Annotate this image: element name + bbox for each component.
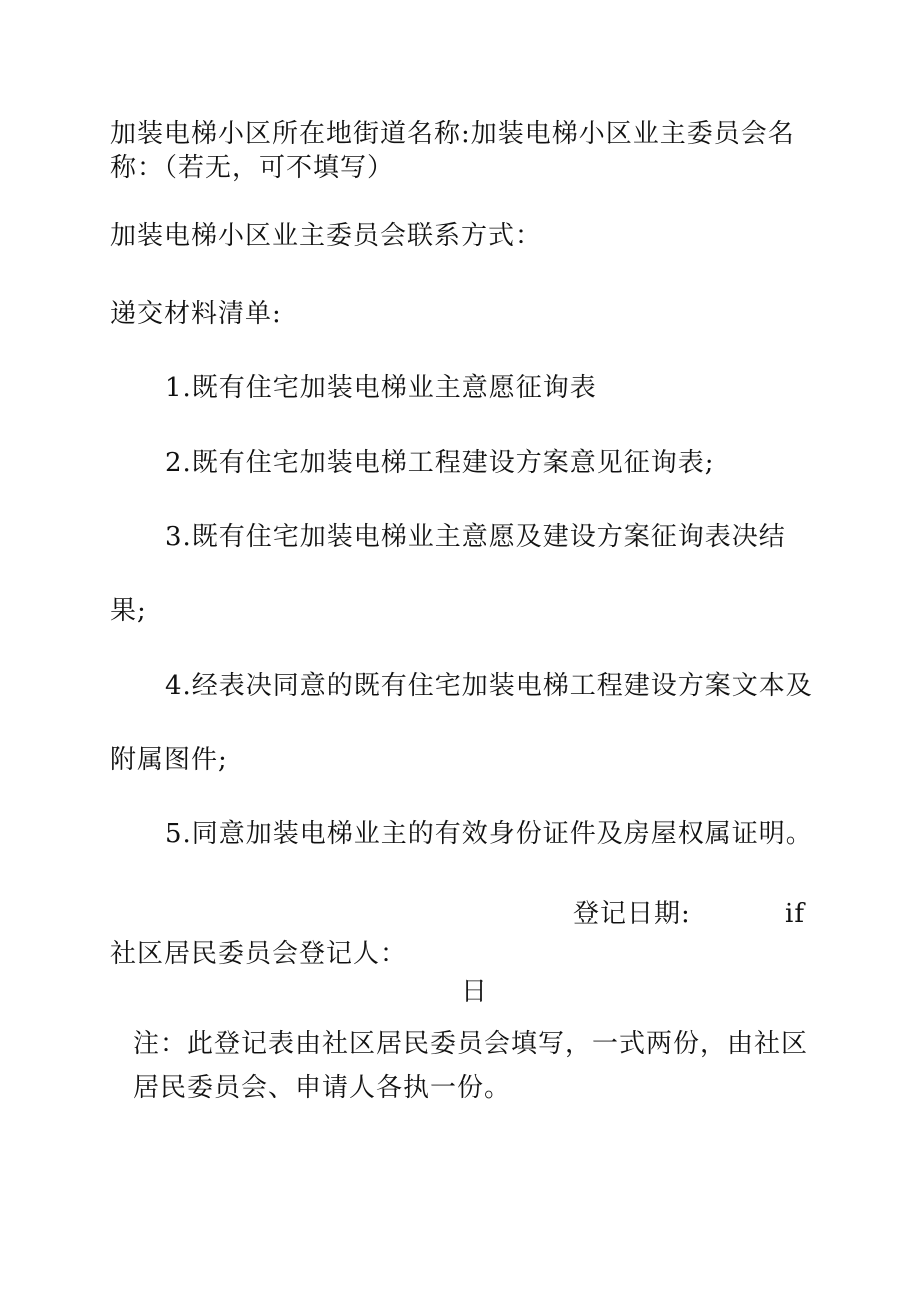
street-name-line-2: 称：（若无，可不填写） [110, 153, 395, 183]
registration-date-label: 登记日期: [573, 899, 691, 929]
registrar-label: 社区居民委员会登记人： [110, 939, 408, 969]
committee-contact-line: 加装电梯小区业主委员会联系方式： [110, 221, 543, 251]
material-item-4-line-1: 4.经表决同意的既有住宅加装电梯工程建设方案文本及 [165, 671, 813, 701]
registration-day-char: 日 [461, 977, 489, 1007]
registration-date-mark: if [785, 899, 805, 929]
materials-heading: 递交材料清单: [110, 299, 282, 329]
note-line-2: 居民委员会、申请人各执一份。 [133, 1073, 512, 1103]
street-name-line-1: 加装电梯小区所在地街道名称:加装电梯小区业主委员会名 [110, 119, 795, 149]
material-item-3-line-1: 3.既有住宅加装电梯业主意愿及建设方案征询表决结 [165, 522, 786, 552]
material-item-4-line-2: 附属图件; [110, 745, 228, 775]
note-line-1: 注：此登记表由社区居民委员会填写，一式两份，由社区 [133, 1029, 809, 1059]
material-item-2: 2.既有住宅加装电梯工程建设方案意见征询表; [165, 448, 715, 478]
material-item-5: 5.同意加装电梯业主的有效身份证件及房屋权属证明。 [165, 819, 813, 849]
material-item-3-line-2: 果; [110, 596, 147, 626]
material-item-1: 1.既有住宅加装电梯业主意愿征询表 [165, 373, 597, 403]
